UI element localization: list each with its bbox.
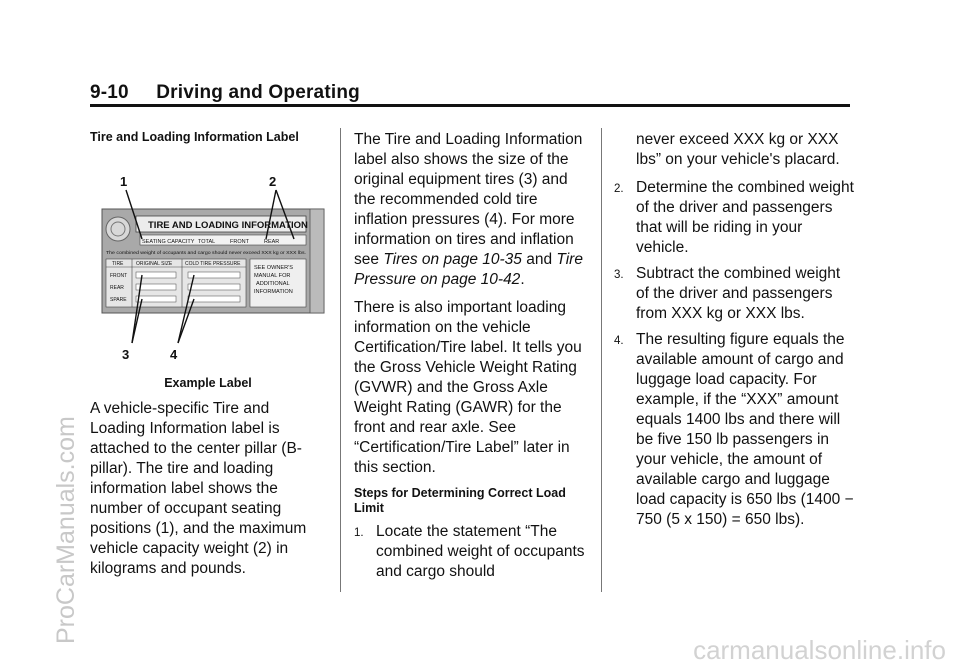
label-title: TIRE AND LOADING INFORMATION — [148, 220, 308, 231]
label-seating-capacity: SEATING CAPACITY — [142, 239, 195, 245]
intro-paragraph: A vehicle-specific Tire and Loading Information label is attached to the center pillar (B-pillar). The tire and loading information label shows the number of occupant seating positions (1), and the maximum vehicle capacity weight (2) in kilograms and pounds. — [90, 400, 307, 577]
label-tire-spare: SPARE — [110, 297, 127, 303]
callout-4: 4 — [170, 347, 178, 362]
column-2 — [354, 130, 590, 588]
step-item — [614, 330, 854, 530]
label-col-size: ORIGINAL SIZE — [136, 261, 173, 267]
section-subheading: Tire and Loading Information Label — [90, 130, 299, 144]
step-item — [354, 522, 590, 582]
label-weight-note: The combined weight of occupants and cargo should never exceed XXX kg or XXX lbs. — [106, 250, 306, 255]
label-seal — [106, 217, 130, 241]
step-number: 3. — [614, 269, 624, 281]
side-watermark: ProCarManuals.com — [52, 416, 80, 644]
column-1 — [90, 130, 326, 587]
step-number: 1. — [354, 527, 364, 539]
header-rule — [90, 104, 850, 107]
steps-subheading: Steps for Determining Correct Load Limit — [354, 486, 566, 515]
step-text: Determine the combined weight of the driver and passengers that will be riding in your vehicle. — [636, 179, 854, 256]
step-item — [614, 264, 854, 324]
label-see-owner-3: ADDITIONAL — [256, 281, 290, 287]
certification-paragraph: There is also important loading information on the vehicle Certification/Tire label. It tells you the Gross Vehicle Weight Rating (GVWR) and the Gross Axle Weight Rating (GAWR) for the front and rear axle. See “Certification/Tire Label” later in this section. — [354, 299, 582, 476]
link-tires[interactable]: Tires on page 10-35 — [383, 251, 522, 268]
column-divider-2 — [601, 128, 602, 592]
page-header-title: 9-10 Driving and Operating — [90, 82, 360, 103]
step-text: The resulting figure equals the available amount of cargo and luggage load capacity. For example, if the “XXX” amount equals 1400 lbs and there will be five 150 lb passengers in your vehicle, the amount of available cargo and luggage load capacity is 650 lbs (1400 − 750 (5 x 150) = 650 lbs). — [636, 331, 854, 528]
label-col-tire: TIRE — [112, 261, 124, 267]
label-front: FRONT — [230, 239, 249, 245]
tire-label-figure — [90, 173, 326, 369]
label-tire-rear: REAR — [110, 285, 124, 291]
callout-2: 2 — [269, 174, 277, 189]
label-col-pressure: COLD TIRE PRESSURE — [185, 261, 241, 267]
step-text: Locate the statement “The combined weight of occupants and cargo should — [376, 523, 585, 580]
callout-1: 1 — [120, 174, 128, 189]
link-tire-pressure[interactable]: Tire Pressure on page 10-42 — [354, 251, 583, 288]
label-rear: REAR — [264, 239, 280, 245]
label-see-owner-4: INFORMATION — [254, 289, 293, 295]
figure-caption: Example Label — [164, 376, 252, 390]
step-number: 4. — [614, 335, 624, 347]
step-item — [614, 178, 854, 258]
label-see-owner-1: SEE OWNER'S — [254, 265, 293, 271]
step-continuation: never exceed XXX kg or XXX lbs” on your vehicle's placard. — [636, 131, 840, 168]
column-divider-1 — [340, 128, 341, 592]
step-text: Subtract the combined weight of the driver and passengers from XXX kg or XXX lbs. — [636, 265, 841, 322]
callout-3: 3 — [122, 347, 130, 362]
step-number: 2. — [614, 183, 624, 195]
label-total: TOTAL — [198, 239, 216, 245]
label-see-owner-2: MANUAL FOR — [254, 273, 291, 279]
label-info-paragraph: The Tire and Loading Information label also shows the size of the original equipment tires (3) and the recommended cold tire inflation pressures (4). For more information on tires and inflation see Tires on page 10-35 and Tire Pressure on page 10-42. — [354, 131, 583, 288]
label-tire-front: FRONT — [110, 273, 128, 279]
bottom-watermark: carmanualsonline.info — [693, 635, 946, 665]
column-3 — [614, 130, 854, 536]
